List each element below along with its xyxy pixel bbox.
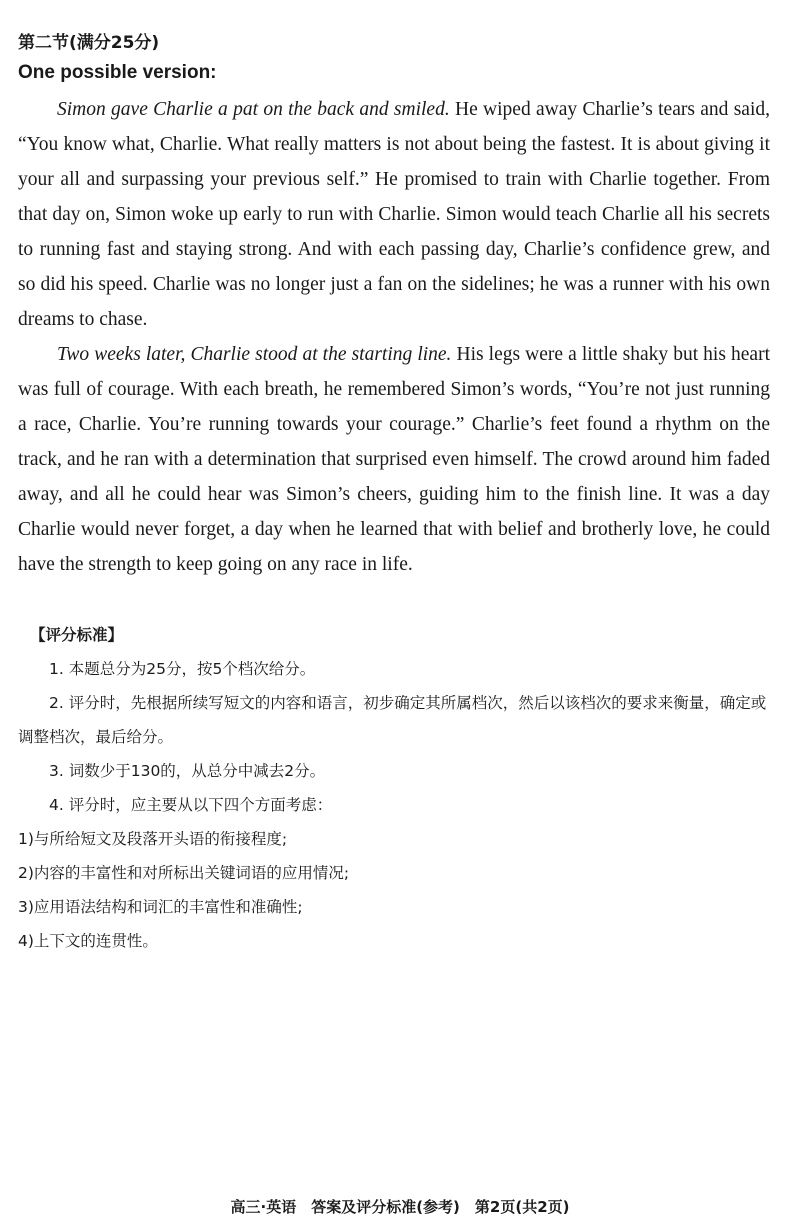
criteria-subitem: 2)内容的丰富性和对所标出关键词语的应用情况; xyxy=(18,864,350,882)
scoring-criteria xyxy=(18,618,770,958)
paragraph-2-opening: Two weeks later, Charlie stood at the starting line. xyxy=(57,344,452,365)
criteria-item: 4. 评分时，应主要从以下四个方面考虑： xyxy=(49,796,333,814)
essay-paragraph-1 xyxy=(18,92,770,337)
criteria-subitem: 4)上下文的连贯性。 xyxy=(18,932,158,950)
criteria-item: 1. 本题总分为25分，按5个档次给分。 xyxy=(49,660,316,678)
version-label: One possible version: xyxy=(18,62,217,83)
criteria-subitem: 1)与所给短文及段落开头语的衔接程度; xyxy=(18,830,288,848)
paragraph-1-body: He wiped away Charlie’s tears and said, “You know what, Charlie. What really matters is not about being the fastest. It is about giving it your all and surpassing your previous self.” He promised to train with Charlie together. From that day on, Simon woke up early to run with Charlie. Simon would teach Charlie all his secrets to running fast and staying strong. And with each passing day, Charlie’s confidence grew, and so did his speed. Charlie was no longer just a fan on the sidelines; he was a runner with his own dreams to chase. xyxy=(18,99,770,330)
essay-paragraph-2 xyxy=(18,337,770,582)
criteria-subitem: 3)应用语法结构和词汇的丰富性和准确性; xyxy=(18,898,303,916)
sample-essay xyxy=(18,92,770,582)
criteria-item: 3. 词数少于130的，从总分中减去2分。 xyxy=(49,762,326,780)
criteria-item: 2. 评分时，先根据所续写短文的内容和语言，初步确定其所属档次，然后以该档次的要求来衡量，确定或调整档次，最后给分。 xyxy=(18,694,767,746)
paragraph-1-opening: Simon gave Charlie a pat on the back and smiled. xyxy=(57,99,450,120)
paragraph-2-body: His legs were a little shaky but his heart was full of courage. With each breath, he remembered Simon’s words, “You’re not just running a race, Charlie. You’re running towards your courage.” Charlie’s feet found a rhythm on the track, and he ran with a determination that surprised even himself. The crowd around him faded away, and all he could hear was Simon’s cheers, guiding him to the finish line. It was a day Charlie would never forget, a day when he learned that with belief and brotherly love, he could have the strength to keep going on any race in life. xyxy=(18,344,770,575)
criteria-title: 【评分标准】 xyxy=(30,626,124,644)
section-heading: 第二节(满分25分) xyxy=(18,33,160,53)
page-footer: 高三·英语 答案及评分标准(参考) 第2页(共2页) xyxy=(230,1198,570,1216)
